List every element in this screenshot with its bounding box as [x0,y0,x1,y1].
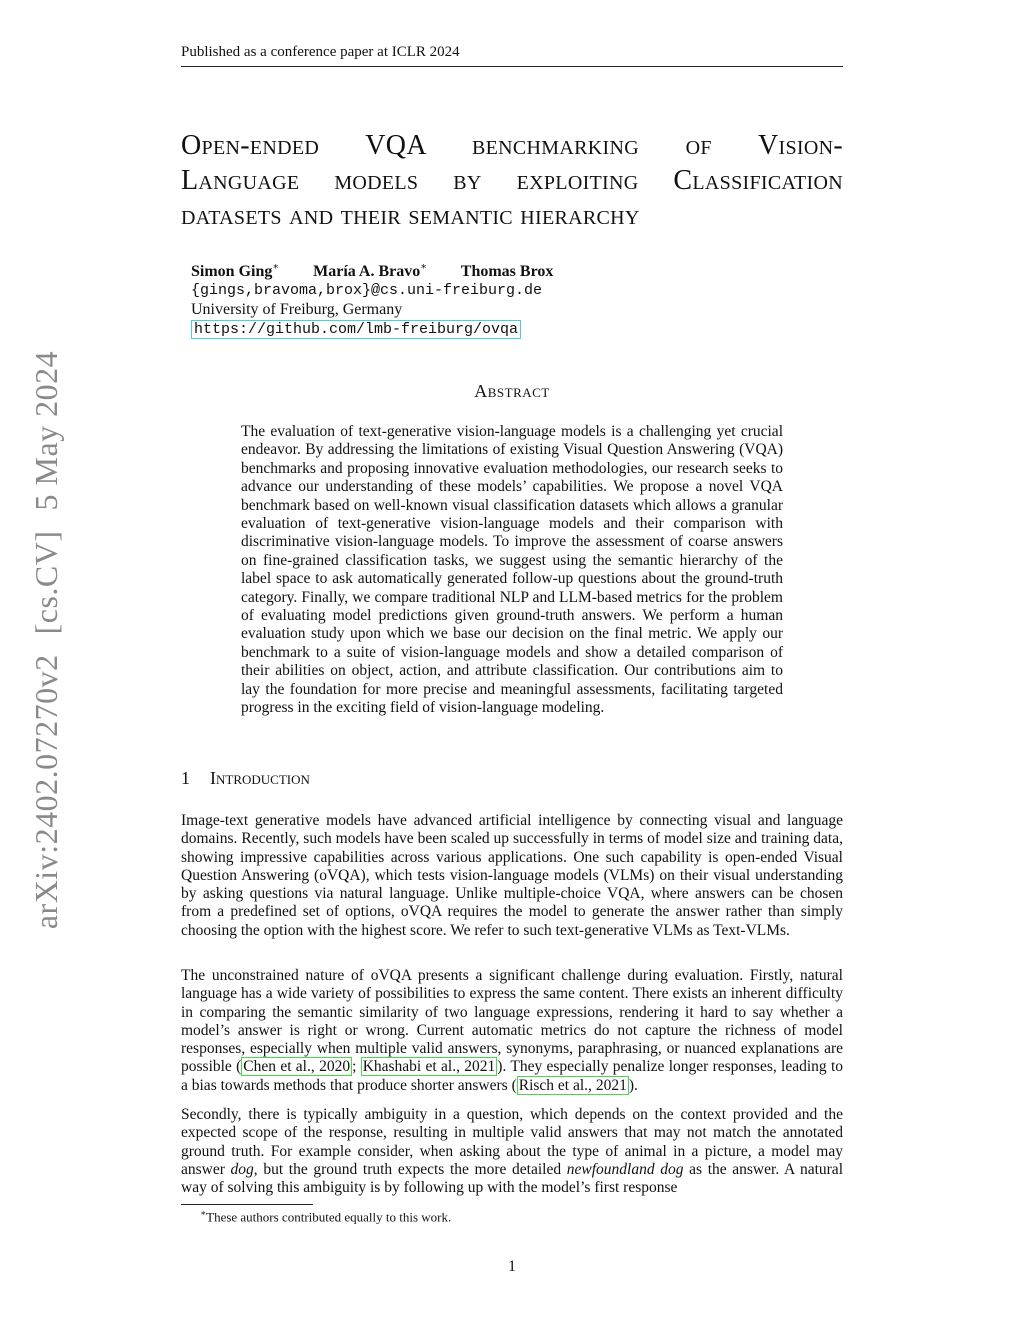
title-line-3: datasets and their semantic hierarchy [181,200,640,231]
page-number: 1 [508,1258,516,1275]
running-header: Published as a conference paper at ICLR 2024 [181,44,843,67]
section-number: 1 [181,768,190,788]
title-line-2: Language models by exploiting Classification [181,165,843,196]
citation-khashabi[interactable]: Khashabi et al., 2021 [362,1058,496,1076]
author-affiliation: University of Freiburg, Germany [191,301,403,319]
author-2: María A. Bravo∗ [313,262,428,281]
footnote: ∗These authors contributed equally to this work. [200,1208,452,1225]
author-block [191,258,583,339]
citation-risch[interactable]: Risch et al., 2021 [518,1076,627,1094]
title-line-1: Open-ended VQA benchmarking of Vision- [181,130,843,161]
arxiv-stamp [26,350,66,930]
citation-chen[interactable]: Chen et al., 2020 [243,1058,351,1076]
author-1: Simon Ging∗ [191,262,280,281]
arxiv-date: 5 May 2024 [27,350,64,511]
intro-paragraph-2: The unconstrained nature of oVQA presents a significant challenge during evaluation. Firstly, natural language has a wide variety of possibilities to express the same content. There exists an inherent difficulty in comparing the semantic similarity of two language expressions, rendering it hard to say whether a model’s answer is right or wrong. Current automatic metrics do not capture the richness of model responses, especially when multiple valid answers, synonyms, paraphrasing, or nuanced explanations are possible ( Chen et al., 2020 ; Khashabi et al., 2021 ). They especially penalize longer responses, leading to a bias towards methods that produce shorter answers ( Risch et al., 2021 ). [181,967,844,1094]
abstract-text: The evaluation of text-generative vision-language models is a challenging yet crucial endeavor. By addressing the limitations of existing Visual Question Answering (VQA) benchmarks and proposing innovative evaluation methodologies, our research seeks to advance our understanding of these models’ capabilities. We propose a novel VQA benchmark based on well-known visual classification datasets which allows a granular evaluation of text-generative vision-language models and their comparison with discriminative vision-language models. To improve the assessment of coarse answers on fine-grained classification tasks, we suggest using the semantic hierarchy of the label space to ask automatically generated follow-up questions about the ground-truth category. Finally, we compare traditional NLP and LLM-based metrics for the problem of evaluating model predictions given ground-truth answers. We perform a human evaluation study upon which we base our decision on the final metric. We apply our benchmark to a suite of vision-language models and show a detailed comparison of their abilities on object, action, and attribute classification. Our contributions aim to lay the foundation for more precise and meaningful assessments, facilitating targeted progress in the exciting field of vision-language modeling. [241,423,783,717]
section-title: Introduction [210,768,310,788]
abstract-heading: Abstract [474,381,550,401]
github-link[interactable]: https://github.com/lmb-freiburg/ovqa [191,320,521,339]
emphasis-newfoundland-dog: newfoundland dog [566,1160,684,1178]
section-heading [181,768,310,789]
intro-paragraph-3: Secondly, there is typically ambiguity in a question, which depends on the context provided and the expected scope of the response, resulting in multiple valid answers that may not match the annotated ground truth. For example consider, when asking about the type of animal in a picture, a model may answer dog, but the ground truth expects the more detailed newfoundland dog as the answer. A natural way of solving this ambiguity is by following up with the model’s first response [181,1106,843,1197]
author-names [191,258,583,281]
paper-title [181,128,843,233]
footnote-rule [181,1204,313,1205]
author-email: {gings,bravoma,brox}@cs.uni-freiburg.de [191,282,543,300]
intro-paragraph-1: Image-text generative models have advanced artificial intelligence by connecting visual and language domains. Recently, such models have been scaled up successfully in terms of model size and training data, showing impressive capabilities across various applications. One such capability is open-ended Visual Question Answering (oVQA), which tests vision-language models (VLMs) on their visual understanding by asking questions via natural language. Unlike multiple-choice VQA, where answers can be chosen from a predefined set of options, oVQA requires the model to generate the answer rather than simply choosing the option with the highest score. We refer to such text-generative VLMs as Text-VLMs. [181,812,843,939]
arxiv-category: [cs.CV] [27,530,64,635]
arxiv-id: arXiv:2402.07270v2 [27,654,64,930]
author-3: Thomas Brox [460,263,554,281]
emphasis-dog: dog [230,1160,254,1178]
